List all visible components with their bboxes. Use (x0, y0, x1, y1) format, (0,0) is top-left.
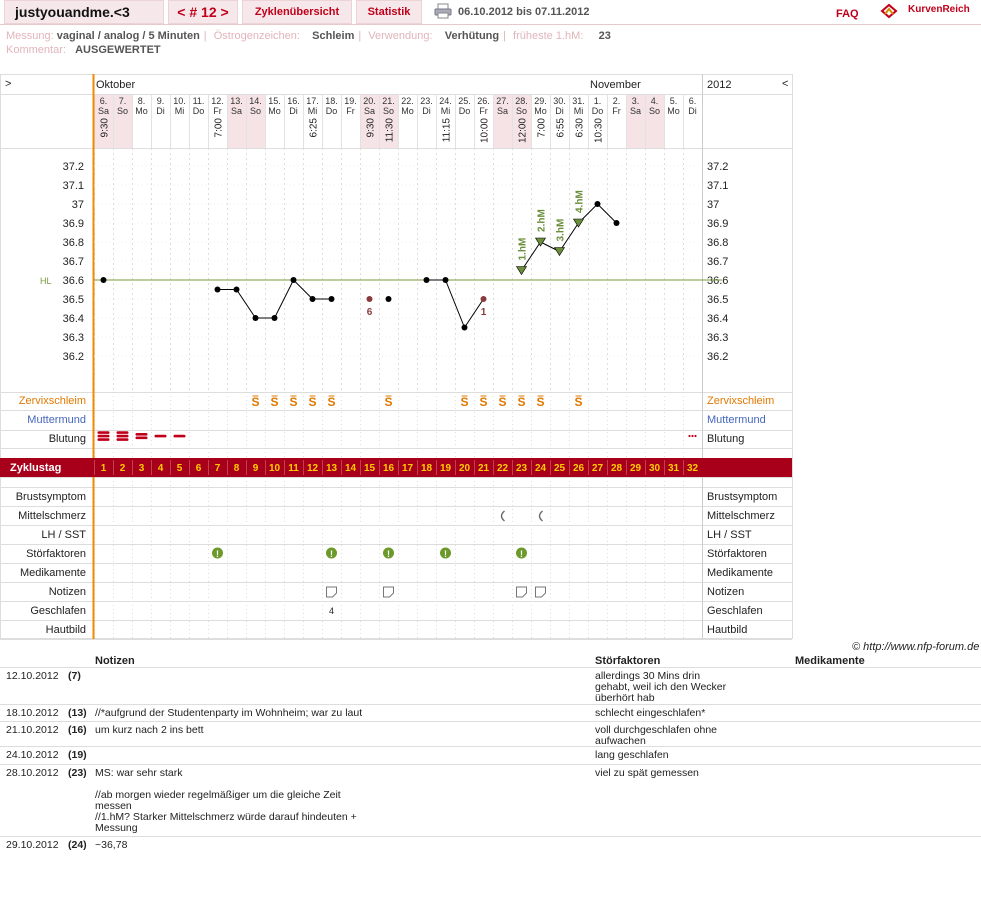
higher-temp-label: 2.hM (536, 209, 548, 232)
cycle-day-number: 26 (572, 463, 585, 474)
bleeding-mark (136, 437, 148, 440)
bleeding-mark (98, 438, 110, 441)
day-date: 10. (173, 96, 186, 106)
note-note: MS: war sehr stark //ab morgen wieder regelmäßiger um die gleiche Zeit messen //1.hM? Starker Mittelschmerz würde darauf hindeuten + Messung (95, 767, 357, 834)
y-tick-label-right: 37.1 (707, 180, 729, 192)
day-weekday: Fr (479, 106, 488, 116)
measure-time: 10:00 (479, 118, 491, 144)
cycle-day-number: 17 (401, 463, 414, 474)
bleeding-mark (98, 431, 110, 434)
cervical-mucus-mark: S (327, 395, 336, 409)
day-weekday: Mi (307, 106, 318, 116)
y-tick-label: 36.5 (62, 294, 84, 306)
row-label-haut: Hautbild (45, 624, 86, 636)
row-label-notizen: Notizen (48, 586, 86, 598)
user-name: justyouandme.<3 (4, 0, 164, 24)
excluded-temp-label: 1 (480, 307, 487, 318)
cycle-day-number: 20 (458, 463, 471, 474)
row-label-blutung: Blutung (48, 433, 86, 445)
notes-header: Notizen (95, 655, 135, 667)
cervical-mucus-mark: S (517, 395, 526, 409)
day-weekday: Sa (496, 106, 509, 116)
cervical-mucus-mark: S (270, 395, 279, 409)
day-weekday: Do (591, 106, 604, 116)
day-date: 16. (287, 96, 300, 106)
day-date: 6. (688, 96, 697, 106)
note-date: 29.10.2012 (6, 839, 59, 851)
day-date: 22. (401, 96, 414, 106)
y-tick-label-right: 36.6 (707, 275, 729, 287)
cycle-day-number: 4 (157, 463, 164, 474)
measure-time: 7:00 (536, 118, 548, 138)
measurement-info: Messung: vaginal / analog / 5 Minuten | Östrogenzeichen: Schleim | Verwendung: Verhütung | früheste 1.hM: 23 (6, 30, 611, 42)
note-date: 24.10.2012 (6, 749, 59, 761)
note-cd: (19) (68, 749, 87, 761)
measure-time: 9:30 (365, 118, 377, 138)
row-label-stoer: Störfaktoren (26, 548, 86, 560)
day-weekday: Fr (346, 106, 355, 116)
day-date: 29. (534, 96, 547, 106)
cycle-day-number: 2 (119, 463, 126, 474)
day-date: 18. (325, 96, 338, 106)
excluded-temp-point (367, 296, 373, 302)
bleeding-mark (117, 431, 129, 434)
measure-time: 10:30 (593, 118, 605, 144)
tab-statistics[interactable]: Statistik (356, 0, 422, 24)
temp-point (595, 201, 601, 207)
day-date: 23. (420, 96, 433, 106)
note-date: 18.10.2012 (6, 707, 59, 719)
y-tick-label-right: 36.9 (707, 218, 729, 230)
cycle-day-number: 18 (420, 463, 433, 474)
copyright: © http://www.nfp-forum.de (852, 641, 980, 653)
temp-point (614, 220, 620, 226)
note-row (0, 667, 981, 704)
day-weekday: So (249, 106, 262, 116)
day-date: 14. (249, 96, 262, 106)
note-date: 12.10.2012 (6, 670, 59, 682)
temp-point (291, 277, 297, 283)
cervical-mucus-mark: S (536, 395, 545, 409)
day-weekday: Di (555, 106, 564, 116)
bleeding-mark (117, 435, 129, 438)
cycle-day-number: 31 (667, 463, 680, 474)
row-label-right-stoer: Störfaktoren (707, 548, 767, 560)
cycle-day-number: 11 (288, 463, 299, 474)
month-label: Oktober (96, 79, 136, 91)
day-weekday: So (382, 106, 395, 116)
cycle-day-number: 9 (252, 463, 259, 474)
day-date: 1. (593, 96, 602, 106)
temp-point (272, 315, 278, 321)
row-label-brust: Brustsymptom (15, 491, 86, 503)
day-weekday: Fr (213, 106, 222, 116)
cycle-day-number: 27 (591, 463, 604, 474)
day-date: 30. (553, 96, 566, 106)
bleeding-mark (174, 435, 186, 438)
cycle-day-number: 13 (325, 463, 338, 474)
temp-point (101, 277, 107, 283)
day-date: 24. (439, 96, 452, 106)
row-label-right-mittel: Mittelschmerz (707, 510, 775, 522)
y-tick-label: 36.3 (62, 332, 84, 344)
faq-link[interactable]: FAQ (836, 8, 859, 20)
bleeding-mark (98, 435, 110, 438)
temp-point (234, 287, 240, 293)
cycle-day-number: 19 (439, 463, 452, 474)
temp-point (462, 325, 468, 331)
note-note: //*aufgrund der Studentenparty im Wohnheim; war zu laut (95, 707, 363, 719)
measure-time: 11:15 (441, 118, 453, 143)
cycle-day-number: 30 (648, 463, 661, 474)
cervical-mucus-mark: S (289, 395, 298, 409)
measure-time: 12:00 (517, 118, 529, 144)
row-label-zervix: Zervixschleim (18, 395, 86, 407)
note-stoer: voll durchgeschlafen ohne aufwachen (595, 724, 718, 747)
row-label-right-haut: Hautbild (707, 624, 748, 636)
y-tick-label: 36.7 (62, 256, 84, 268)
day-date: 9. (156, 96, 165, 106)
day-weekday: So (648, 106, 661, 116)
note-stoer: allerdings 30 Mins drin gehabt, weil ich den Wecker überhört hab (595, 670, 727, 704)
day-weekday: Mo (667, 106, 680, 116)
stoer-header: Störfaktoren (595, 655, 661, 667)
day-weekday: So (116, 106, 129, 116)
day-date: 6. (99, 96, 108, 106)
cycle-day-label: Zyklustag (10, 462, 62, 474)
temp-point (386, 296, 392, 302)
day-date: 4. (650, 96, 659, 106)
cycle-day-number: 12 (306, 463, 319, 474)
row-label-right-muttermund: Muttermund (707, 414, 766, 426)
temp-point (424, 277, 430, 283)
disturbance-icon-glyph: ! (216, 549, 219, 559)
measure-time: 7:00 (213, 118, 225, 138)
day-weekday: So (515, 106, 528, 116)
y-tick-label: 36.2 (62, 351, 84, 363)
day-weekday: Sa (363, 106, 376, 116)
cervical-mucus-mark: S (384, 395, 393, 409)
cervical-mucus-mark: S (251, 395, 260, 409)
y-tick-label-right: 36.7 (707, 256, 729, 268)
cervical-mucus-mark: S (308, 395, 317, 409)
chart-frame (1, 75, 793, 639)
day-weekday: Di (156, 106, 165, 116)
y-tick-label-right: 36.8 (707, 237, 729, 249)
row-label-right-schlaf: Geschlafen (707, 605, 763, 617)
cycle-day-number: 1 (100, 463, 107, 474)
temp-point (443, 277, 449, 283)
day-weekday: Mo (534, 106, 547, 116)
cycle-navigator[interactable]: < # 12 > (168, 0, 238, 24)
spotting-mark (691, 435, 693, 437)
temp-point (310, 296, 316, 302)
day-date: 5. (669, 96, 678, 106)
note-date: 21.10.2012 (6, 724, 59, 736)
day-date: 27. (496, 96, 509, 106)
row-label-right-medi: Medikamente (707, 567, 774, 579)
y-tick-label-right: 36.2 (707, 351, 729, 363)
day-weekday: Mo (401, 106, 414, 116)
excluded-temp-point (481, 296, 487, 302)
day-date: 3. (631, 96, 640, 106)
cycle-day-number: 32 (686, 463, 699, 474)
cycle-day-number: 10 (268, 463, 281, 474)
note-cd: (16) (68, 724, 87, 736)
date-range: 06.10.2012 bis 07.11.2012 (458, 6, 590, 18)
y-tick-label-right: 37.2 (707, 161, 729, 173)
cervical-mucus-mark: S (574, 395, 583, 409)
day-weekday: Sa (230, 106, 243, 116)
temp-point (329, 296, 335, 302)
cycle-day-number: 6 (195, 463, 202, 474)
row-label-right-notizen: Notizen (707, 586, 745, 598)
year-label: 2012 (707, 79, 732, 91)
cycle-day-number: 29 (629, 463, 642, 474)
cycle-day-number: 14 (344, 463, 357, 474)
row-label-right-lh: LH / SST (707, 529, 752, 541)
month-label: November (590, 79, 641, 91)
row-label-schlaf: Geschlafen (30, 605, 86, 617)
spotting-mark (694, 435, 696, 437)
y-tick-label: 37.1 (62, 180, 84, 192)
note-cd: (13) (68, 707, 87, 719)
day-weekday: Sa (629, 106, 642, 116)
bleeding-mark (117, 438, 129, 441)
note-row (0, 764, 981, 834)
higher-temp-label: 4.hM (574, 190, 586, 213)
day-weekday: Sa (97, 106, 110, 116)
day-weekday: Mo (135, 106, 148, 116)
measure-time: 6:30 (574, 118, 586, 138)
cycle-day-number: 24 (534, 463, 547, 474)
y-tick-label-right: 36.3 (707, 332, 729, 344)
note-row (0, 704, 981, 719)
day-weekday: Mi (573, 106, 584, 116)
tab-cycle-overview[interactable]: Zyklenübersicht (242, 0, 352, 24)
disturbance-icon-glyph: ! (520, 549, 523, 559)
day-weekday: Do (192, 106, 205, 116)
y-tick-label: 37.2 (62, 161, 84, 173)
day-date: 17. (306, 96, 319, 106)
disturbance-icon-glyph: ! (330, 549, 333, 559)
day-date: 12. (211, 96, 224, 106)
measure-time: 6:55 (555, 118, 567, 138)
day-weekday: Do (325, 106, 338, 116)
note-row (0, 721, 981, 747)
bleeding-mark (136, 433, 148, 436)
y-tick-label: 36.4 (62, 313, 84, 325)
chart-nav-right: < (782, 78, 789, 90)
note-cd: (7) (68, 670, 81, 682)
cervical-mucus-mark: S (479, 395, 488, 409)
measure-time: 11:30 (384, 118, 396, 143)
day-date: 28. (515, 96, 528, 106)
y-tick-label: 36.6 (62, 275, 84, 287)
note-date: 28.10.2012 (6, 767, 59, 779)
day-weekday: Mi (440, 106, 451, 116)
cervical-mucus-mark: S (460, 395, 469, 409)
y-tick-label-right: 36.5 (707, 294, 729, 306)
day-date: 26. (477, 96, 490, 106)
note-row (0, 746, 981, 761)
note-cd: (24) (68, 839, 87, 851)
medi-header: Medikamente (795, 655, 865, 667)
day-date: 25. (458, 96, 471, 106)
spotting-mark (688, 435, 690, 437)
cycle-day-number: 25 (553, 463, 566, 474)
day-date: 15. (268, 96, 281, 106)
note-note: ~36,78 (95, 839, 128, 851)
day-weekday: Di (422, 106, 431, 116)
y-tick-label: 37 (71, 199, 84, 211)
day-weekday: Di (289, 106, 298, 116)
measure-time: 6:25 (308, 118, 320, 138)
disturbance-icon-glyph: ! (387, 549, 390, 559)
cover-line-label: HL (40, 276, 52, 286)
cycle-day-number: 3 (138, 463, 145, 474)
chart-nav-left: > (5, 78, 12, 90)
day-weekday: Mi (174, 106, 185, 116)
day-weekday: Di (688, 106, 697, 116)
cycle-day-number: 8 (233, 463, 240, 474)
bleeding-mark (155, 435, 167, 438)
higher-temp-label: 3.hM (555, 218, 567, 242)
row-label-mittel: Mittelschmerz (18, 510, 86, 522)
cycle-day-number: 16 (382, 463, 395, 474)
cycle-day-number: 28 (610, 463, 623, 474)
row-label-muttermund: Muttermund (27, 414, 86, 426)
y-tick-label-right: 37 (707, 199, 720, 211)
day-date: 20. (363, 96, 376, 106)
day-date: 2. (612, 96, 621, 106)
row-label-right-brust: Brustsymptom (707, 491, 778, 503)
higher-temp-label: 1.hM (517, 237, 529, 261)
day-date: 7. (118, 96, 127, 106)
disturbance-icon-glyph: ! (444, 549, 447, 559)
row-label-right-zervix: Zervixschleim (707, 395, 775, 407)
note-stoer: schlecht eingeschlafen* (595, 707, 706, 719)
temp-point (253, 315, 259, 321)
measure-time: 9:30 (99, 118, 111, 138)
day-weekday: Do (458, 106, 471, 116)
row-label-lh: LH / SST (41, 529, 86, 541)
day-date: 11. (192, 96, 205, 106)
note-cd: (23) (68, 767, 87, 779)
cervical-mucus-mark: S (498, 395, 507, 409)
note-note: um kurz nach 2 ins bett (95, 724, 204, 736)
excluded-temp-label: 6 (366, 307, 373, 318)
day-weekday: Mo (268, 106, 281, 116)
day-date: 13. (230, 96, 243, 106)
day-date: 21. (382, 96, 395, 106)
day-date: 31. (572, 96, 585, 106)
note-stoer: lang geschlafen (595, 749, 669, 761)
cycle-day-number: 15 (363, 463, 376, 474)
cycle-day-number: 5 (176, 463, 183, 474)
cycle-day-number: 22 (496, 463, 509, 474)
note-stoer: viel zu spät gemessen (595, 767, 699, 779)
y-tick-label: 36.9 (62, 218, 84, 230)
logo-text: KurvenReich (908, 4, 970, 15)
y-tick-label-right: 36.4 (707, 313, 729, 325)
note-row (0, 836, 981, 851)
cycle-day-number: 23 (515, 463, 528, 474)
comment-info: Kommentar: AUSGEWERTET (6, 44, 161, 56)
day-date: 19. (344, 96, 357, 106)
day-weekday: Fr (612, 106, 621, 116)
cycle-day-number: 21 (477, 463, 490, 474)
row-label-right-blutung: Blutung (707, 433, 745, 445)
day-date: 8. (137, 96, 146, 106)
y-tick-label: 36.8 (62, 237, 84, 249)
row-label-medi: Medikamente (19, 567, 86, 579)
sleep-value: 4 (328, 606, 335, 616)
cycle-day-number: 7 (214, 463, 221, 474)
temp-point (215, 287, 221, 293)
